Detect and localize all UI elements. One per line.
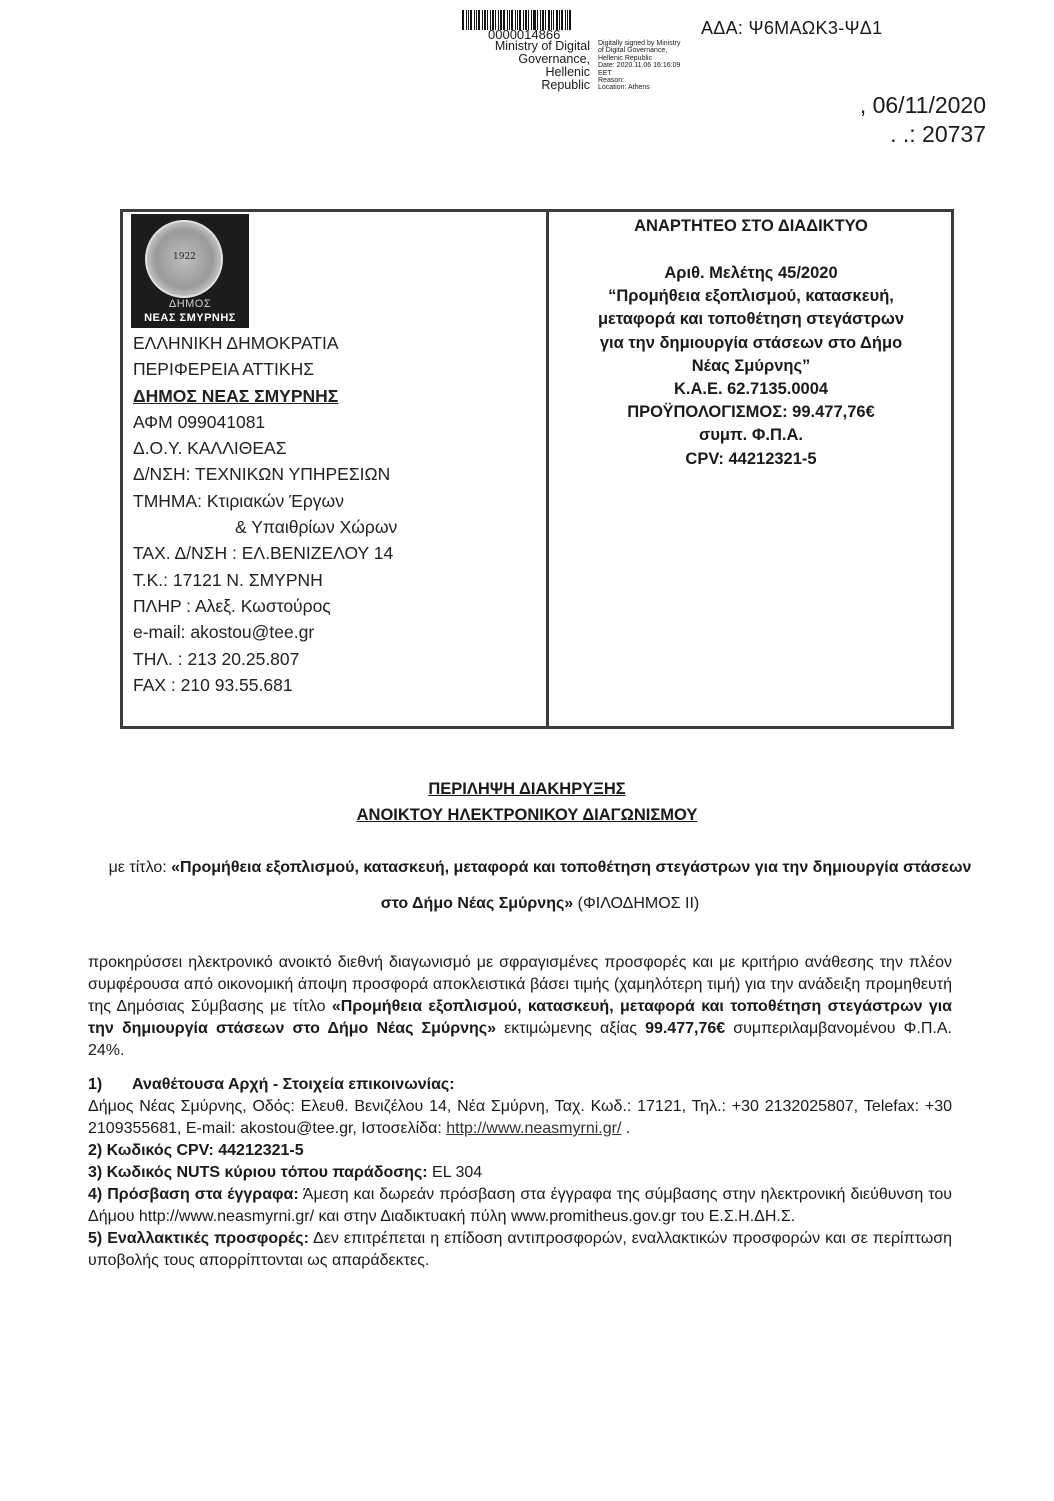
authority-line: ΤΑΧ. Δ/ΝΣΗ : ΕΛ.ΒΕΝΙΖΕΛΟΥ 14: [133, 543, 394, 564]
signature-line: Reason:: [598, 77, 625, 85]
item-number: 1): [88, 1076, 103, 1093]
study-title-line: “Προμήθεια εξοπλισμού, κατασκευή,: [608, 287, 894, 306]
authority-line: ΕΛΛΗΝΙΚΗ ΔΗΜΟΚΡΑΤΙΑ: [133, 333, 339, 353]
digital-signature-details: [598, 40, 708, 92]
authority-line: ΠΕΡΙΦΕΡΕΙΑ ΑΤΤΙΚΗΣ: [133, 359, 315, 380]
paragraph-value: 99.477,76€: [645, 1020, 726, 1037]
authority-name: ΔΗΜΟΣ ΝΕΑΣ ΣΜΥΡΝΗΣ: [133, 385, 339, 406]
seal-year: 1922: [173, 252, 196, 262]
authority-line: Τ.Κ.: 17121 Ν. ΣΜΥΡΝΗ: [133, 569, 323, 590]
signer-line: Governance,: [518, 52, 590, 66]
signer-name: [494, 40, 590, 92]
authority-details: [133, 330, 397, 698]
item-label: 4) Πρόσβαση στα έγγραφα:: [88, 1186, 299, 1203]
ada-code: ΑΔΑ: Ψ6ΜΑΩΚ3-ΨΔ1: [701, 18, 883, 38]
signature-line: Date: 2020.11.06 16:16:09: [598, 62, 681, 70]
authority-email: e-mail: akostou@tee.gr: [133, 622, 315, 643]
signature-line: Location: Athens: [598, 84, 650, 92]
tender-items: [88, 1074, 952, 1272]
item-text: .: [621, 1120, 631, 1137]
kae-code: Κ.Α.Ε. 62.7135.0004: [673, 380, 829, 399]
paragraph-text: συμπεριλαμβανομένου Φ.Π.Α. 24%.: [88, 1020, 952, 1059]
barcode-bar: [466, 10, 467, 30]
signer-line: Ministry of Digital: [494, 39, 590, 53]
signer-line: Hellenic Republic: [541, 65, 590, 92]
item-label: 3) Κωδικός NUTS κύριου τόπου παράδοσης:: [88, 1164, 428, 1181]
document-date: , 06/11/2020: [859, 92, 986, 118]
summary-subtitle: ΑΝΟΙΚΤΟΥ ΗΛΕΚΤΡΟΝΙΚΟΥ ΔΙΑΓΩΝΙΣΜΟΥ: [356, 806, 698, 824]
study-title-line: Νέας Σμύρνης”: [691, 356, 811, 375]
barcode-bar: [569, 10, 571, 30]
paragraph-contract-title: «Προμήθεια εξοπλισμού, κατασκευή, μεταφορά και τοποθέτηση στεγάστρων για την δημιουργία στάσεων στο Δήμο Νέας Σμύρνης»: [88, 998, 953, 1037]
list-item: [88, 1184, 952, 1228]
item-label: 2) Κωδικός CPV: 44212321-5: [88, 1142, 304, 1159]
study-details: [551, 216, 951, 471]
list-item: [88, 1140, 952, 1162]
barcode-bar: [470, 10, 472, 30]
announcement-paragraph: [88, 952, 952, 1062]
item-text: Δεν επιτρέπεται η επίδοση αντιπροσφορών, εναλλακτικών προσφορών και σε περίπτωση υποβολής τους απορρίπτονται ως απαράδεκτες.: [88, 1230, 953, 1269]
signature-line: Hellenic Republic: [598, 54, 653, 62]
item-label: Αναθέτουσα Αρχή - Στοιχεία επικοινωνίας:: [132, 1076, 455, 1093]
budget: ΠΡΟΫΠΟΛΟΓΙΣΜΟΣ: 99.477,76€: [627, 403, 875, 422]
authority-line: ΤΜΗΜΑ: Κτιριακών Έργων: [133, 490, 344, 511]
barcode-bar: [484, 10, 486, 30]
barcode-bar: [482, 10, 483, 30]
list-item: [88, 1228, 952, 1272]
authority-line: ΠΛΗΡ : Αλεξ. Κωστούρος: [133, 595, 331, 616]
barcode-bar: [462, 10, 464, 30]
authority-line: & Υπαιθρίων Χώρων: [235, 517, 398, 538]
tender-title-suffix: (ΦΙΛΟΔΗΜΟΣ ΙΙ): [573, 895, 700, 912]
cpv-code: CPV: 44212321-5: [685, 449, 817, 468]
summary-title: ΠΕΡΙΛΗΨΗ ΔΙΑΚΗΡΥΞΗΣ: [428, 780, 626, 798]
authority-fax: FAX : 210 93.55.681: [133, 674, 293, 695]
item-label: 5) Εναλλακτικές προσφορές:: [88, 1230, 309, 1247]
barcode-bar: [478, 10, 480, 30]
website-link[interactable]: http://www.neasmyrni.gr/: [446, 1120, 622, 1137]
tender-title-bold: «Προμήθεια εξοπλισμού, κατασκευή, μεταφορά και τοποθέτηση στεγάστρων για την δημιουργία στάσεων στο Δήμο Νέας Σμύρνης»: [171, 859, 972, 912]
study-title-line: μεταφορά και τοποθέτηση στεγάστρων: [597, 310, 905, 329]
paragraph-text: προκηρύσσει ηλεκτρονικό ανοικτό διεθνή διαγωνισμό με σφραγισμένες προσφορές και με κριτήριο ανάθεσης την πλέον συμφέρουσα από οικονομική άποψη προσφορά αποκλειστικά βάσει τιμής (χαμηλότερη τιμή) για την ανάδειξη προμηθευτή της Δημόσιας Σύμβασης με τίτλο: [88, 954, 952, 1015]
publish-online-header: ΑΝΑΡΤΗΤΕΟ ΣΤΟ ΔΙΑΔΙΚΤΥΟ: [634, 217, 868, 235]
barcode-bar: [474, 10, 475, 30]
item-text: EL 304: [427, 1164, 483, 1181]
signature-line: Digitally signed by Ministry: [598, 40, 681, 47]
authority-line: Δ.Ο.Υ. ΚΑΛΛΙΘΕΑΣ: [133, 438, 287, 459]
logo-text-line2: ΝΕΑΣ ΣΜΥΡΝΗΣ: [144, 312, 236, 324]
list-item: [88, 1074, 952, 1140]
seal-icon: [145, 220, 223, 298]
tender-title: [100, 850, 980, 922]
barcode-number: 0000014866: [488, 27, 561, 42]
tender-title-prefix: με τίτλο:: [108, 859, 172, 876]
logo-text-line1: ΔΗΜΟΣ: [168, 298, 212, 310]
barcode-bar: [476, 10, 477, 30]
signature-line: EET: [598, 69, 612, 77]
study-number: Αριθ. Μελέτης 45/2020: [664, 264, 838, 282]
list-item: [88, 1162, 952, 1184]
info-box-divider: [546, 209, 549, 729]
item-text: Άμεση και δωρεάν πρόσβαση στα έγγραφα της σύμβασης στην ηλεκτρονική διεύθυνση του Δήμου http://www.neasmyrni.gr/ και στην Διαδικτυακή πύλη www.promitheus.gov.gr του Ε.Σ.Η.ΔΗ.Σ.: [88, 1186, 953, 1225]
barcode-bar: [567, 10, 568, 30]
paragraph-text: εκτιμώμενης αξίας: [496, 1020, 646, 1037]
authority-line: Δ/ΝΣΗ: ΤΕΧΝΙΚΩΝ ΥΠΗΡΕΣΙΩΝ: [133, 464, 391, 485]
authority-line: ΑΦΜ 099041081: [133, 411, 266, 432]
barcode-bar: [565, 10, 566, 30]
vat-note: συμπ. Φ.Π.Α.: [699, 426, 803, 445]
barcode-bar: [561, 10, 563, 30]
municipality-logo: [131, 214, 249, 328]
barcode-bar: [468, 10, 469, 30]
signature-line: of Digital Governance,: [598, 47, 668, 55]
item-text: Δήμος Νέας Σμύρνης, Οδός: Ελευθ. Βενιζέλου 14, Νέα Σμύρνη, Ταχ. Κωδ.: 17121, Τηλ.: +30 2132025807, Telefax: +30 2109355681, E-mail: akostou@tee.gr, Ιστοσελίδα:: [88, 1098, 952, 1137]
authority-phone: ΤΗΛ. : 213 20.25.807: [133, 648, 300, 669]
study-title-line: για την δημιουργία στάσεων στο Δήμο: [599, 333, 903, 352]
protocol-number: . .: 20737: [890, 121, 986, 147]
